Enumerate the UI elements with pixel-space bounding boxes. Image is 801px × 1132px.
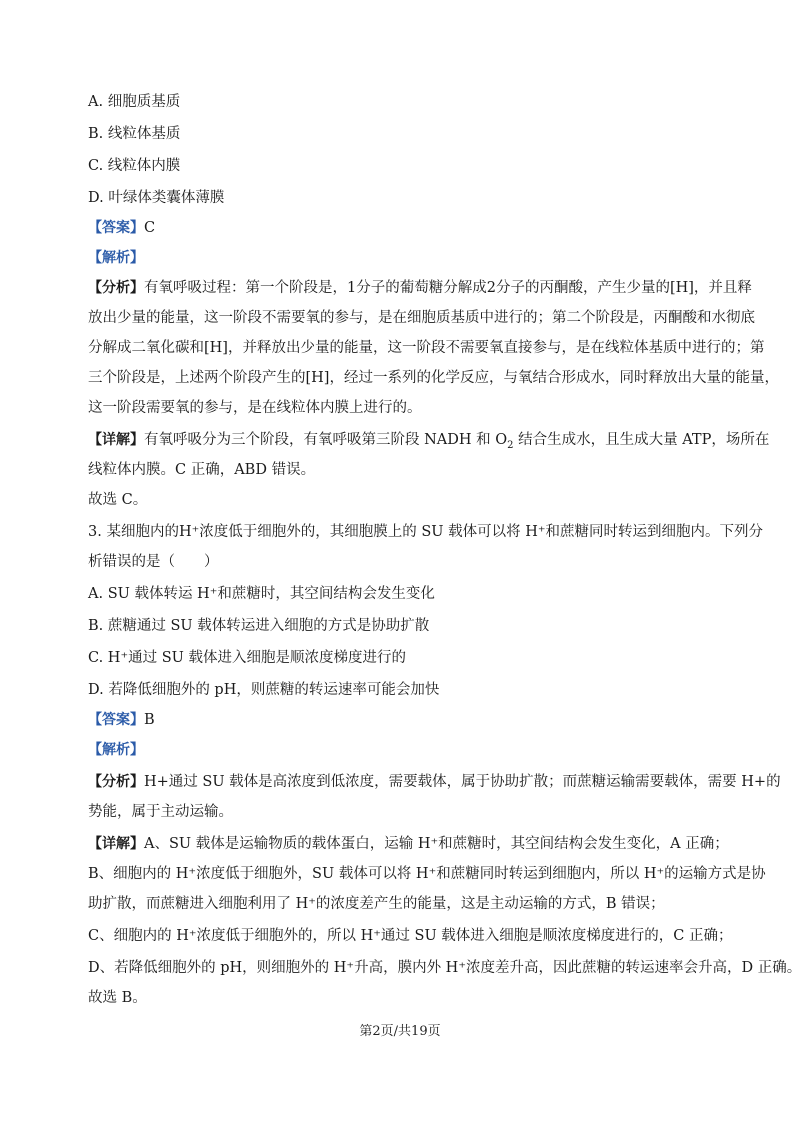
q2-option-c: C. 线粒体内膜 [88,158,181,174]
q3-fenxi-line-2: 势能，属于主动运输。 [88,804,233,820]
q3-xiangjie-line-2: B、细胞内的 H⁺浓度低于细胞外，SU 载体可以将 H⁺和蔗糖同时转运到细胞内，所以 H⁺的运输方式是协 [88,866,766,882]
q3-xiangjie-line-1 [88,834,728,854]
q3-option-d: D. 若降低细胞外的 pH，则蔗糖的转运速率可能会加快 [88,682,440,698]
q2-xiangjie-text-b: 结合生成水，且生成大量 ATP，场所在 [513,432,770,448]
q3-answer-value: B [144,712,155,728]
q2-answer-value: C [144,220,156,236]
q2-conclusion: 故选 C。 [88,492,148,508]
q2-fenxi-text: 有氧呼吸过程：第一个阶段是，1分子的葡萄糖分解成2分子的丙酮酸，产生少量的[H]，并且释 [144,280,752,296]
analysis-tag: 【解析】 [88,742,144,758]
q2-xiangjie-text-a: 有氧呼吸分为三个阶段，有氧呼吸第三阶段 NADH 和 O [144,432,508,448]
q2-fenxi-line-4: 三个阶段是，上述两个阶段产生的[H]，经过一系列的化学反应，与氧结合形成水，同时释放出大量的能量， [88,370,779,386]
q2-xiangjie-line-2: 线粒体内膜。C 正确，ABD 错误。 [88,462,316,478]
q3-option-b: B. 蔗糖通过 SU 载体转运进入细胞的方式是协助扩散 [88,618,430,634]
fenxi-tag: 【分析】 [88,280,144,296]
q3-option-c: C. H⁺通过 SU 载体进入细胞是顺浓度梯度进行的 [88,650,406,666]
q3-analysis-tag [88,740,728,760]
xiangjie-tag: 【详解】 [88,432,144,448]
q3-conclusion: 故选 B。 [88,990,147,1006]
page-footer: 第2页/共19页 [359,1024,441,1039]
q2-fenxi-line-3: 分解成二氧化碳和[H]，并释放出少量的能量，这一阶段不需要氧直接参与，是在线粒体基质中进行的；第 [88,340,765,356]
q2-option-d: D. 叶绿体类囊体薄膜 [88,190,225,206]
q2-xiangjie-line-1 [88,430,770,451]
q2-option-a: A. 细胞质基质 [88,94,181,110]
q3-xiangjie-line-5: D、若降低细胞外的 pH，则细胞外的 H⁺升高，膜内外 H⁺浓度差升高，因此蔗糖的转运速率会升高，D 正确。 [88,960,801,976]
q3-stem-line-2: 析错误的是（ ） [88,554,219,570]
q2-fenxi-line-5: 这一阶段需要氧的参与，是在线粒体内膜上进行的。 [88,400,422,416]
q2-fenxi-line-2: 放出少量的能量，这一阶段不需要氧的参与，是在细胞质基质中进行的；第二个阶段是，丙酮酸和水彻底 [88,310,755,326]
answer-tag: 【答案】 [88,712,144,728]
q3-xiangjie-line-3: 助扩散，而蔗糖进入细胞利用了 H⁺的浓度差产生的能量，这是主动运输的方式，B 错误； [88,896,665,912]
q3-xiangjie-line-4: C、细胞内的 H⁺浓度低于细胞外的，所以 H⁺通过 SU 载体进入细胞是顺浓度梯度进行的，C 正确； [88,928,733,944]
q2-fenxi-line-1 [88,278,752,298]
q2-option-b: B. 线粒体基质 [88,126,181,142]
q3-xiangjie-text: A、SU 载体是运输物质的载体蛋白，运输 H⁺和蔗糖时，其空间结构会发生变化，A 正确； [144,836,729,852]
analysis-tag: 【解析】 [88,250,144,266]
q3-stem-line-1: 3. 某细胞内的H⁺浓度低于细胞外的，其细胞膜上的 SU 载体可以将 H⁺和蔗糖同时转运到细胞内。下列分 [88,524,764,540]
o2-subscript: 2 [507,439,514,451]
q3-fenxi-text: H+通过 SU 载体是高浓度到低浓度，需要载体，属于协助扩散；而蔗糖运输需要载体，需要 H+的 [144,774,781,790]
q2-analysis-tag [88,248,728,268]
xiangjie-tag: 【详解】 [88,836,144,852]
q3-option-a: A. SU 载体转运 H⁺和蔗糖时，其空间结构会发生变化 [88,586,435,602]
q3-fenxi-line-1 [88,772,781,792]
answer-tag: 【答案】 [88,220,144,236]
q3-answer-line [88,710,728,730]
q2-answer-line [88,218,728,238]
fenxi-tag: 【分析】 [88,774,144,790]
